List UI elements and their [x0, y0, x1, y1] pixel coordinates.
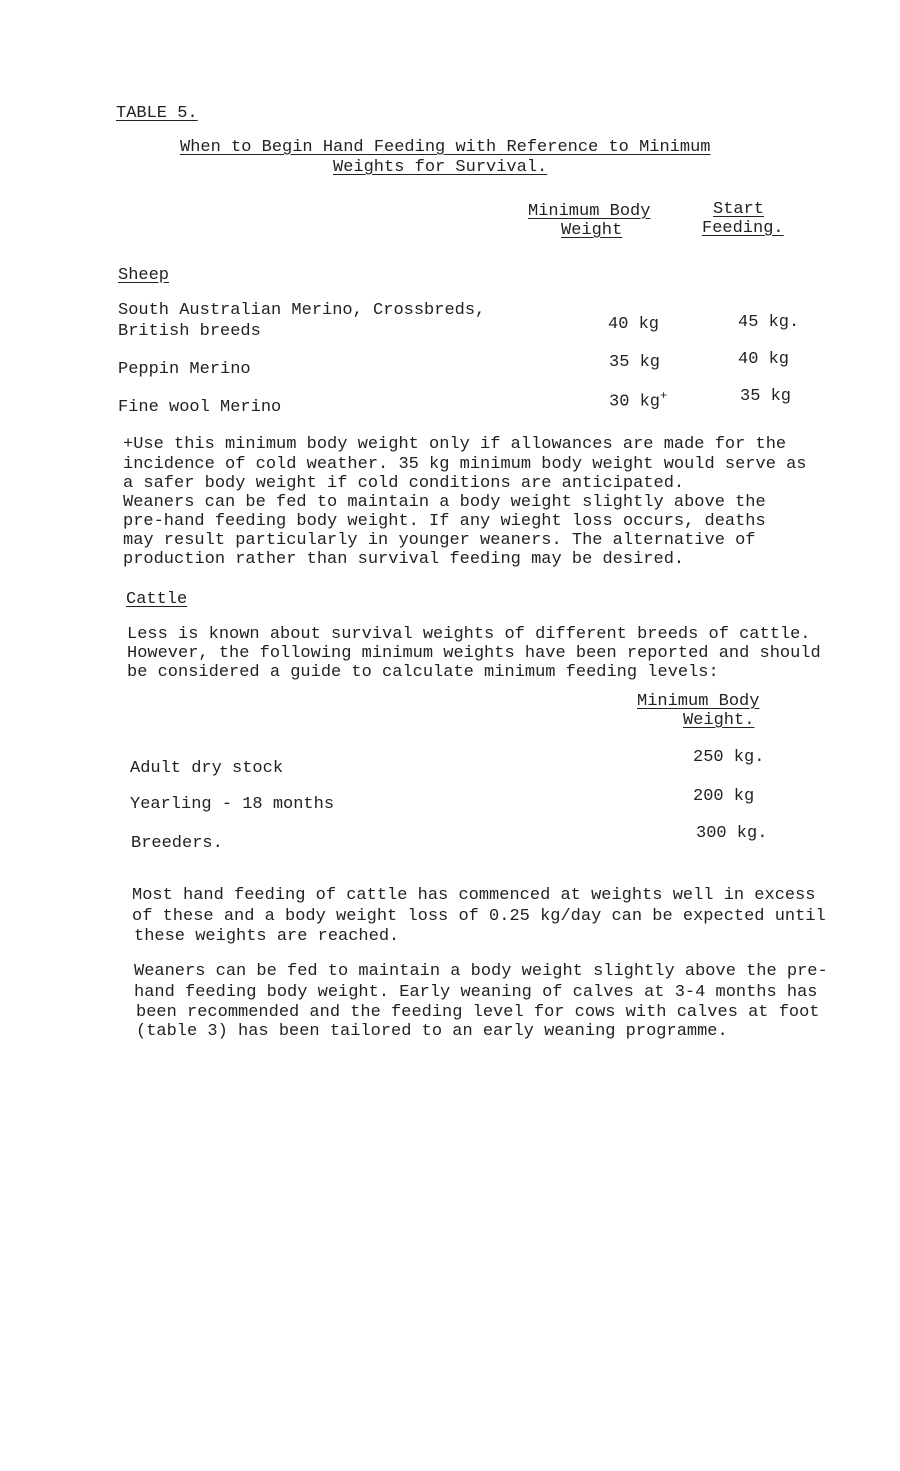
sheep-min-weight: 30 kg+ [609, 389, 668, 412]
paragraph-line: these weights are reached. [134, 927, 400, 946]
intro-line: Less is known about survival weights of different breeds of cattle. [127, 625, 811, 644]
sheep-start-feeding: 45 kg. [738, 313, 800, 332]
col-header-min-line2: Weight [561, 221, 623, 240]
sheep-breed-name: South Australian Merino, Crossbreds, [118, 301, 486, 320]
sheep-breed-name: Fine wool Merino [118, 398, 282, 417]
note-line: may result particularly in younger weaners. The alternative of [123, 531, 756, 550]
intro-line: be considered a guide to calculate minimum feeding levels: [127, 663, 719, 682]
sheep-start-feeding: 35 kg [740, 387, 792, 406]
note-line: Weaners can be fed to maintain a body weight slightly above the [123, 493, 766, 512]
paragraph-line: Most hand feeding of cattle has commenced at weights well in excess [132, 886, 816, 905]
paragraph-line: of these and a body weight loss of 0.25 kg/day can be expected until [132, 907, 826, 926]
note-line: a safer body weight if cold conditions are anticipated. [123, 474, 685, 493]
sheep-min-weight: 35 kg [609, 353, 661, 372]
cattle-col-header-line2: Weight. [683, 711, 755, 730]
note-line: +Use this minimum body weight only if allowances are made for the [123, 435, 787, 454]
cattle-class-name: Adult dry stock [130, 759, 284, 778]
col-header-start-line2: Feeding. [702, 219, 784, 238]
sheep-breed-name: Peppin Merino [118, 360, 251, 379]
sheep-min-weight: 40 kg [608, 315, 660, 334]
cattle-heading: Cattle [126, 590, 188, 609]
paragraph-line: hand feeding body weight. Early weaning of calves at 3-4 months has [134, 983, 818, 1002]
intro-line: However, the following minimum weights have been reported and should [127, 644, 821, 663]
cattle-min-weight: 200 kg [693, 787, 755, 806]
cattle-class-name: Yearling - 18 months [130, 795, 335, 814]
sheep-breed-name-cont: British breeds [118, 322, 261, 341]
table-title-line2: Weights for Survival. [333, 158, 548, 177]
col-header-start-line1: Start [713, 200, 765, 219]
paragraph-line: been recommended and the feeding level for cows with calves at foot [136, 1003, 820, 1022]
table-label: TABLE 5. [116, 104, 198, 123]
sheep-start-feeding: 40 kg [738, 350, 790, 369]
sheep-heading: Sheep [118, 266, 170, 285]
note-line: pre-hand feeding body weight. If any wieght loss occurs, deaths [123, 512, 766, 531]
note-line: incidence of cold weather. 35 kg minimum body weight would serve as [123, 455, 807, 474]
note-line: production rather than survival feeding may be desired. [123, 550, 685, 569]
cattle-class-name: Breeders. [131, 834, 223, 853]
paragraph-line: (table 3) has been tailored to an early weaning programme. [136, 1022, 728, 1041]
cattle-min-weight: 300 kg. [696, 824, 768, 843]
paragraph-line: Weaners can be fed to maintain a body weight slightly above the pre- [134, 962, 828, 981]
table-title-line1: When to Begin Hand Feeding with Reference to Minimum [180, 138, 711, 157]
cattle-col-header-line1: Minimum Body [637, 692, 760, 711]
cattle-min-weight: 250 kg. [693, 748, 765, 767]
col-header-min-line1: Minimum Body [528, 202, 651, 221]
